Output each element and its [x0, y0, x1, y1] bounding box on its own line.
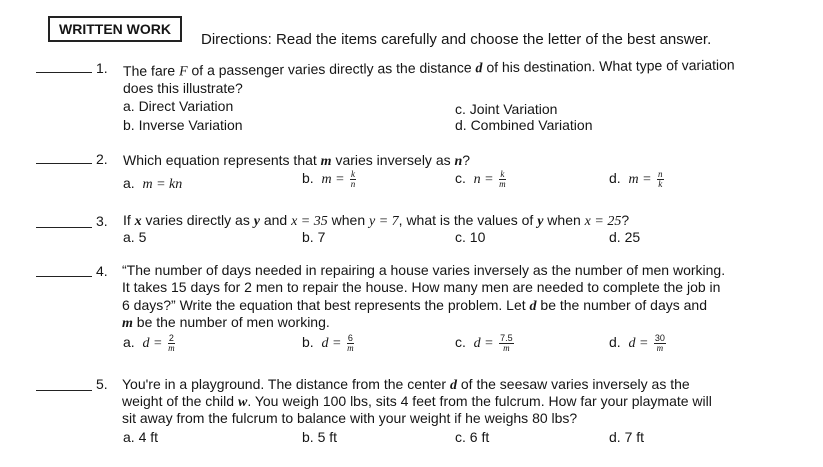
question-4-line-1: “The number of days needed in repairing a house varies inversely as the number of men working. [122, 262, 726, 278]
q4-option-a[interactable]: a. d = $\frac{2}{m}$ [123, 333, 175, 353]
question-3-text: If x varies directly as y and x = 35 when y = 7, what is the values of y when x = 25? [123, 212, 630, 229]
question-number-1: 1. [96, 60, 108, 76]
q2-option-a[interactable]: a. m = kn [123, 175, 183, 192]
q4-option-d[interactable]: d. d = $\frac{30}{m}$ [609, 333, 665, 353]
q5-option-b[interactable]: b. 5 ft [302, 429, 338, 445]
question-4-line-3: 6 days?” Write the equation that best represents the problem. Let d be the number of days and [122, 297, 707, 314]
question-number-2: 2. [96, 151, 108, 167]
q3-option-a[interactable]: a. 5 [123, 229, 147, 245]
q1-option-a[interactable]: a. Direct Variation [123, 98, 234, 114]
q1-option-c[interactable]: c. Joint Variation [455, 101, 558, 117]
q5-option-c[interactable]: c. 6 ft [455, 429, 490, 445]
answer-blank-3[interactable] [36, 227, 92, 228]
question-1-line-1: The fare F of a passenger varies directly as the distance d of his destination. What type of variation [122, 56, 735, 80]
question-4-line-2: It takes 15 days for 2 men to repair the house. How many men are needed to complete the job in [122, 279, 721, 295]
q5-option-a[interactable]: a. 4 ft [123, 429, 159, 445]
q2-option-b[interactable]: b. m = $\frac{k}{n}$ [302, 169, 356, 189]
question-5-line-3: sit away from the fulcrum to balance with your weight if he weighs 80 lbs? [122, 410, 578, 426]
q4-option-c[interactable]: c. d = $\frac{7.5}{m}$ [455, 333, 513, 353]
q3-option-b[interactable]: b. 7 [302, 229, 326, 245]
q3-option-c[interactable]: c. 10 [455, 229, 486, 245]
question-2-text: Which equation represents that m varies inversely as n? [123, 152, 471, 169]
answer-blank-1[interactable] [36, 72, 92, 73]
question-4-line-4: m be the number of men working. [122, 314, 330, 331]
answer-blank-5[interactable] [36, 390, 92, 391]
question-5-line-2: weight of the child w. You weigh 100 lbs, sits 4 feet from the fulcrum. How far your playmate will [122, 393, 712, 410]
answer-blank-4[interactable] [36, 276, 92, 277]
question-1-line-2: does this illustrate? [123, 80, 243, 96]
directions-text: Directions: Read the items carefully and choose the letter of the best answer. [201, 31, 712, 48]
q1-option-d[interactable]: d. Combined Variation [455, 117, 593, 133]
q1-option-b[interactable]: b. Inverse Variation [123, 117, 243, 133]
question-number-5: 5. [96, 376, 108, 392]
q2-option-c[interactable]: c. n = $\frac{k}{m}$ [455, 169, 506, 189]
answer-blank-2[interactable] [36, 163, 92, 164]
question-number-4: 4. [96, 263, 108, 279]
q5-option-d[interactable]: d. 7 ft [609, 429, 645, 445]
q3-option-d[interactable]: d. 25 [609, 229, 641, 245]
question-number-3: 3. [96, 213, 108, 229]
q4-option-b[interactable]: b. d = $\frac{6}{m}$ [302, 333, 354, 353]
written-work-label: WRITTEN WORK [48, 16, 182, 42]
q2-option-d[interactable]: d. m = $\frac{n}{k}$ [609, 169, 663, 189]
question-5-line-1: You're in a playground. The distance from the center d of the seesaw varies inversely as the [122, 376, 690, 393]
